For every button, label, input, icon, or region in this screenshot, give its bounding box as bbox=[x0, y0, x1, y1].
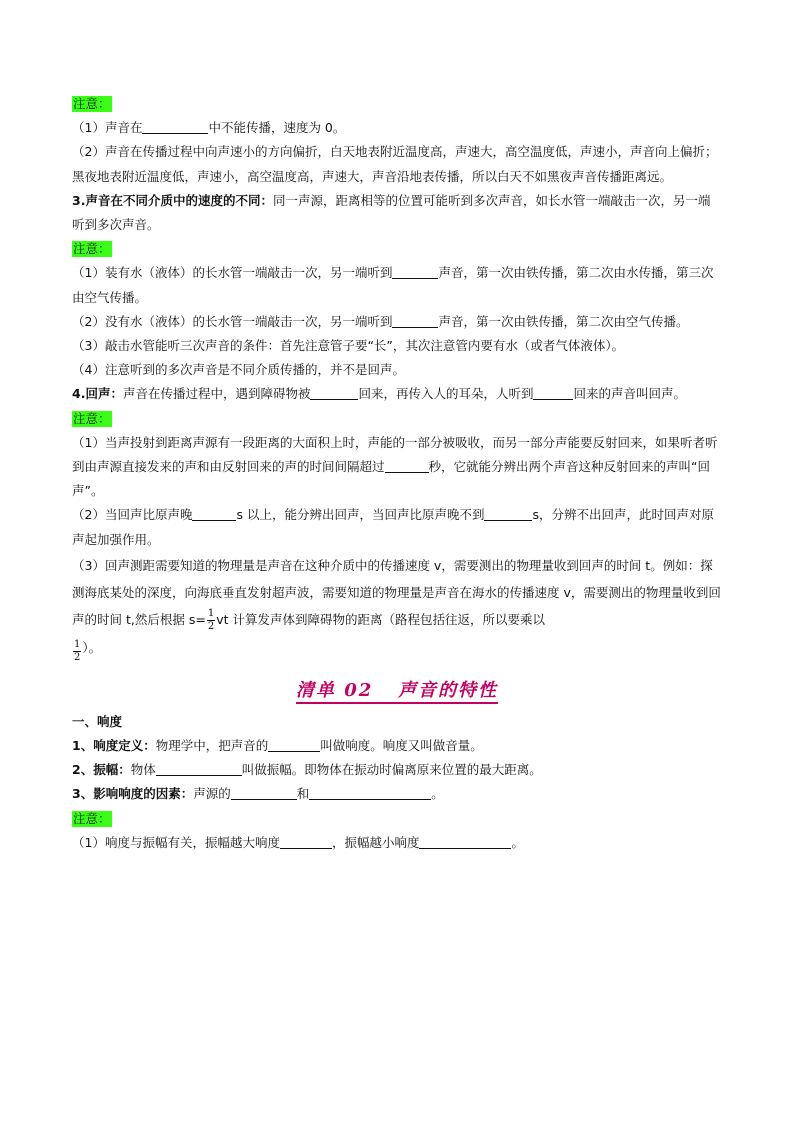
answer-blank[interactable] bbox=[484, 506, 532, 521]
answer-blank[interactable] bbox=[192, 506, 236, 521]
answer-blank[interactable] bbox=[392, 313, 438, 328]
note-label: 注意： bbox=[73, 810, 111, 826]
fraction-half: $\frac{1}{2}$ bbox=[74, 638, 81, 663]
note-label: 注意： bbox=[73, 241, 111, 257]
loudness-note-1: （1）响度与振幅有关，振幅越大响度 ，振幅越小响度 。 bbox=[72, 834, 524, 850]
loudness-1: 1、响度定义：物理学中，把声音的 叫做响度。响度又叫做音量。 bbox=[72, 738, 483, 754]
document-page bbox=[72, 92, 722, 855]
answer-blank[interactable] bbox=[419, 834, 511, 849]
note-4-1: （1）当声投射到距离声源有一段距离的大面积上时，声能的一部分被吸收，而另一部分声能要反射回来，如果听者听到由声源直接发来的声和由反射回来的声的时间间隔超过 秒，它就能分辨出两个声音这种反射回来的声叫“回声”。 bbox=[72, 434, 718, 499]
section-2-title: 清单 02 声音的特性 bbox=[72, 678, 722, 704]
note-label: 注意： bbox=[73, 96, 111, 111]
note-2: （2）声音在传播过程中向声速小的方向偏折，白天地表附近温度高，声速大，高空温度低，声速小，声音向上偏折；黑夜地表附近温度低，声速小，高空温度高，声速大，声音沿地表传播，所以白天不如黑夜声音传播距离远。 bbox=[72, 144, 718, 184]
answer-blank[interactable] bbox=[533, 385, 573, 400]
note-4-2: （2）当回声比原声晚 s 以上，能分辨出回声，当回声比原声晚不到 s，分辨不出回声，此时回声对原声起加强作用。 bbox=[72, 507, 714, 547]
answer-blank[interactable] bbox=[231, 785, 297, 800]
answer-blank[interactable] bbox=[392, 264, 438, 279]
fraction-half: $\frac{1}{2}$ bbox=[207, 607, 215, 632]
answer-blank[interactable] bbox=[309, 785, 431, 800]
answer-blank[interactable] bbox=[385, 458, 429, 473]
note-3-3: （3）敲击水管能听三次声音的条件：首先注意管子要“长”，其次注意管内要有水（或者气体液体）。 bbox=[72, 338, 625, 354]
loudness-3: 3、影响响度的因素：声源的 和 。 bbox=[72, 786, 444, 802]
answer-blank[interactable] bbox=[268, 737, 320, 752]
note-3-4: （4）注意听到的多次声音是不同介质传播的，并不是回声。 bbox=[72, 362, 405, 378]
loudness-2: 2、振幅：物体 叫做振幅。即物体在振动时偏离原来位置的最大距离。 bbox=[72, 762, 542, 778]
note-3-2: （2）没有水（液体）的长水管一端敲击一次，另一端听到 声音，第一次由铁传播，第二次由空气传播。 bbox=[72, 313, 689, 329]
section-4-paragraph: 4.回声：声音在传播过程中，遇到障碍物被 回来，再传入人的耳朵，人听到 回来的声音叫回声。 bbox=[72, 386, 686, 402]
note-label: 注意： bbox=[73, 410, 111, 426]
answer-blank[interactable] bbox=[156, 761, 242, 776]
answer-blank[interactable] bbox=[280, 834, 332, 849]
answer-blank[interactable] bbox=[310, 385, 358, 400]
note-3-1: （1）装有水（液体）的长水管一端敲击一次，另一端听到 声音，第一次由铁传播，第二次由水传播，第三次由空气传播。 bbox=[72, 265, 714, 305]
note-1: （1）声音在 中不能传播，速度为 0。 bbox=[72, 120, 346, 136]
note-4-3: （3）回声测距需要知道的物理量是声音在这种介质中的传播速度 v，需要测出的物理量收到回声的时间 t。例如：探测海底某处的深度，向海底垂直发射超声波，需要知道的物理量是声音在海水的传播速度 v，需要测出的物理量收到回声的时间 t,然后根据 s= $\frac{1}{2}$ vt 计算发声体到障碍物的距离（路程包括往返，所以要乘以 $\frac{1}{2}$ ）。 bbox=[72, 557, 721, 663]
section-3-heading: 3.声音在不同介质中的速度的不同： bbox=[72, 192, 273, 208]
section-3-paragraph: 3.声音在不同介质中的速度的不同：同一声源，距离相等的位置可能听到多次声音，如长水管一端敲击一次，另一端听到多次声音。 bbox=[72, 192, 711, 233]
section-4-heading: 4.回声： bbox=[72, 386, 123, 402]
loudness-heading: 一、响度 bbox=[72, 713, 123, 729]
answer-blank[interactable] bbox=[142, 119, 208, 134]
